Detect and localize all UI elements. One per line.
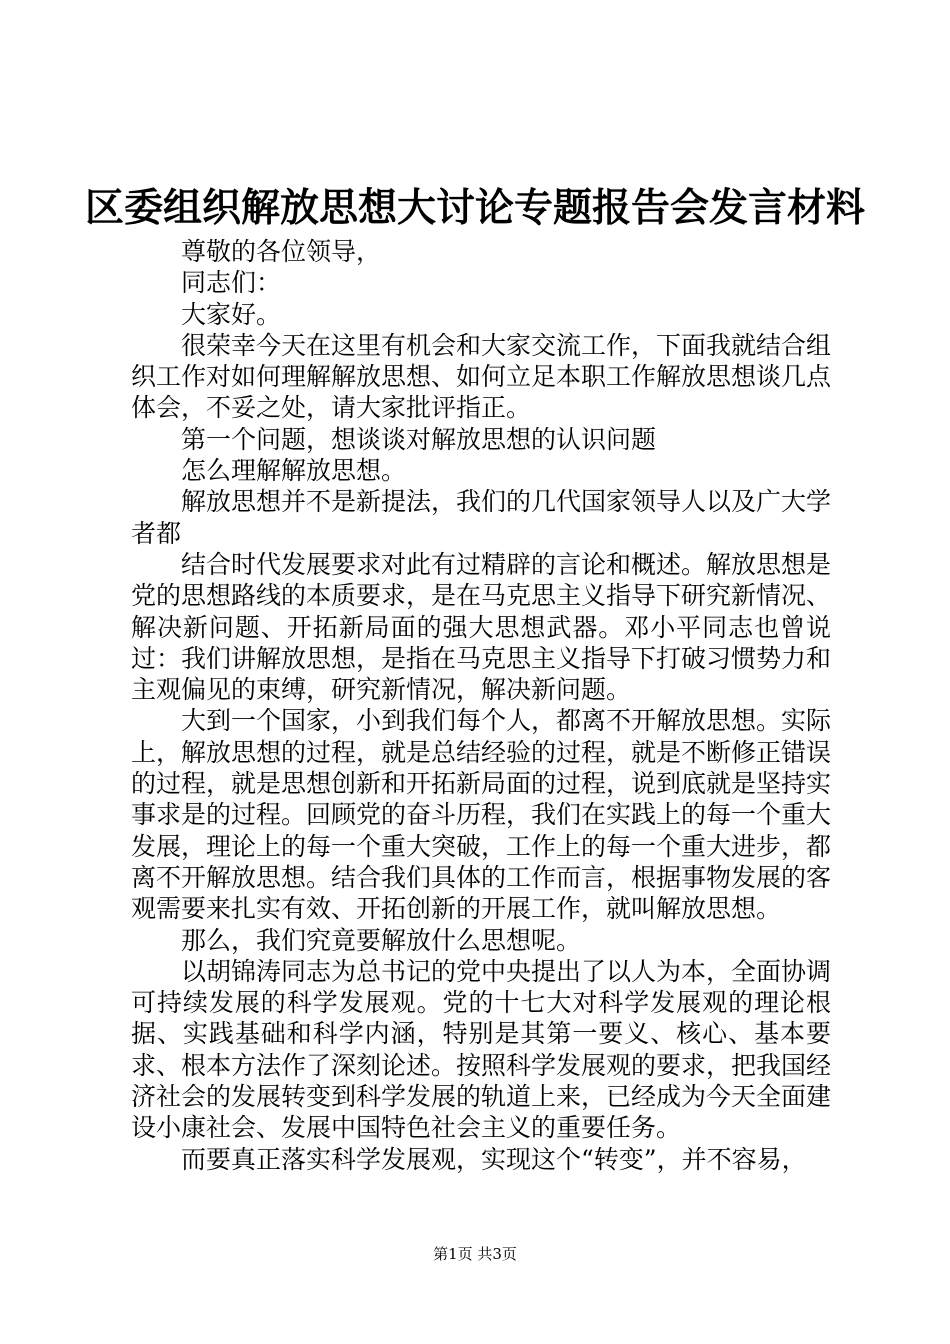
document-body — [131, 236, 831, 1175]
paragraph: 很荣幸今天在这里有机会和大家交流工作，下面我就结合组织工作对如何理解解放思想、如何立足本职工作解放思想谈几点体会，不妥之处，请大家批评指正。 — [131, 330, 832, 423]
paragraph: 第一个问题，想谈谈对解放思想的认识问题 — [181, 424, 657, 454]
paragraph: 怎么理解解放思想。 — [181, 456, 407, 486]
paragraph: 结合时代发展要求对此有过精辟的言论和概述。解放思想是党的思想路线的本质要求，是在马克思主义指导下研究新情况、解决新问题、开拓新局面的强大思想武器。邓小平同志也曾说过：我们讲解放思想，是指在马克思主义指导下打破习惯势力和主观偏见的束缚，研究新情况，解决新问题。 — [131, 549, 832, 705]
paragraph: 大家好。 — [181, 299, 282, 329]
paragraph: 大到一个国家，小到我们每个人，都离不开解放思想。实际上，解放思想的过程，就是总结经验的过程，就是不断修正错误的过程，就是思想创新和开拓新局面的过程，说到底就是坚持实事求是的过程。回顾党的奋斗历程，我们在实践上的每一个重大发展，理论上的每一个重大突破，工作上的每一个重大进步，都离不开解放思想。结合我们具体的工作而言，根据事物发展的客观需要来扎实有效、开拓创新的开展工作，就叫解放思想。 — [131, 706, 832, 924]
paragraph: 同志们： — [181, 268, 282, 298]
paragraph: 而要真正落实科学发展观，实现这个“转变”，并不容易， — [181, 1144, 807, 1174]
paragraph: 以胡锦涛同志为总书记的党中央提出了以人为本，全面协调可持续发展的科学发展观。党的十七大对科学发展观的理论根据、实践基础和科学内涵，特别是其第一要义、核心、基本要求、根本方法作了深刻论述。按照科学发展观的要求，把我国经济社会的发展转变到科学发展的轨道上来，已经成为今天全面建设小康社会、发展中国特色社会主义的重要任务。 — [131, 956, 832, 1143]
paragraph: 尊敬的各位领导， — [181, 237, 382, 266]
paragraph: 解放思想并不是新提法，我们的几代国家领导人以及广大学者都 — [131, 487, 832, 548]
page-footer: 第1页 共3页 — [433, 1245, 517, 1263]
document-title: 区委组织解放思想大讨论专题报告会发言材料 — [84, 185, 865, 231]
paragraph: 那么，我们究竟要解放什么思想呢。 — [181, 925, 582, 955]
